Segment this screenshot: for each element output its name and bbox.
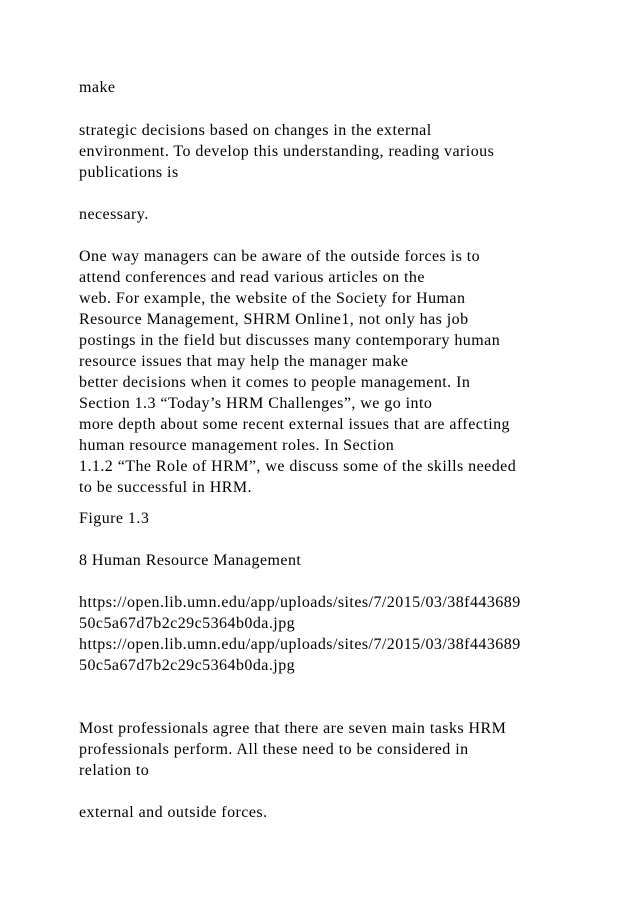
url-line: https://open.lib.umn.edu/app/uploads/sites/7/2015/03/38f443689 bbox=[79, 594, 521, 611]
text-line: strategic decisions based on changes in the external bbox=[79, 122, 432, 139]
text-line: Resource Management, SHRM Online1, not only has job bbox=[79, 311, 469, 328]
text-line: web. For example, the website of the Society for Human bbox=[79, 290, 466, 307]
paragraph-make bbox=[79, 77, 619, 98]
url-line: 50c5a67d7b2c29c5364b0da.jpg bbox=[79, 615, 296, 632]
image-urls bbox=[79, 592, 619, 676]
text-line: attend conferences and read various articles on the bbox=[79, 269, 425, 286]
text-line: resource issues that may help the manager make bbox=[79, 353, 409, 370]
text-line: Section 1.3 “Today’s HRM Challenges”, we go into bbox=[79, 395, 433, 412]
text-line: make bbox=[79, 79, 116, 96]
text-line: 1.1.2 “The Role of HRM”, we discuss some of the skills needed bbox=[79, 458, 517, 475]
running-header bbox=[79, 550, 619, 571]
text-line: Figure 1.3 bbox=[79, 510, 150, 527]
text-line: publications is bbox=[79, 164, 179, 181]
text-line: 8 Human Resource Management bbox=[79, 552, 302, 569]
text-line: Most professionals agree that there are seven main tasks HRM bbox=[79, 720, 507, 737]
text-line: postings in the field but discusses many contemporary human bbox=[79, 332, 501, 349]
paragraph-external-forces bbox=[79, 802, 619, 823]
paragraph-outside-forces bbox=[79, 246, 619, 498]
text-line: better decisions when it comes to people management. In bbox=[79, 374, 471, 391]
paragraph-seven-tasks bbox=[79, 718, 619, 781]
text-line: external and outside forces. bbox=[79, 804, 268, 821]
paragraph-strategic-decisions bbox=[79, 120, 619, 183]
text-line: One way managers can be aware of the outside forces is to bbox=[79, 248, 481, 265]
text-line: professionals perform. All these need to be considered in bbox=[79, 741, 469, 758]
text-line: to be successful in HRM. bbox=[79, 479, 253, 496]
text-line: environment. To develop this understanding, reading various bbox=[79, 143, 495, 160]
text-line: human resource management roles. In Section bbox=[79, 437, 395, 454]
url-line: 50c5a67d7b2c29c5364b0da.jpg bbox=[79, 657, 296, 674]
text-line: relation to bbox=[79, 762, 150, 779]
figure-caption bbox=[79, 508, 619, 529]
text-line: necessary. bbox=[79, 206, 149, 223]
text-line: more depth about some recent external issues that are affecting bbox=[79, 416, 511, 433]
url-line: https://open.lib.umn.edu/app/uploads/sites/7/2015/03/38f443689 bbox=[79, 636, 521, 653]
paragraph-necessary bbox=[79, 204, 619, 225]
